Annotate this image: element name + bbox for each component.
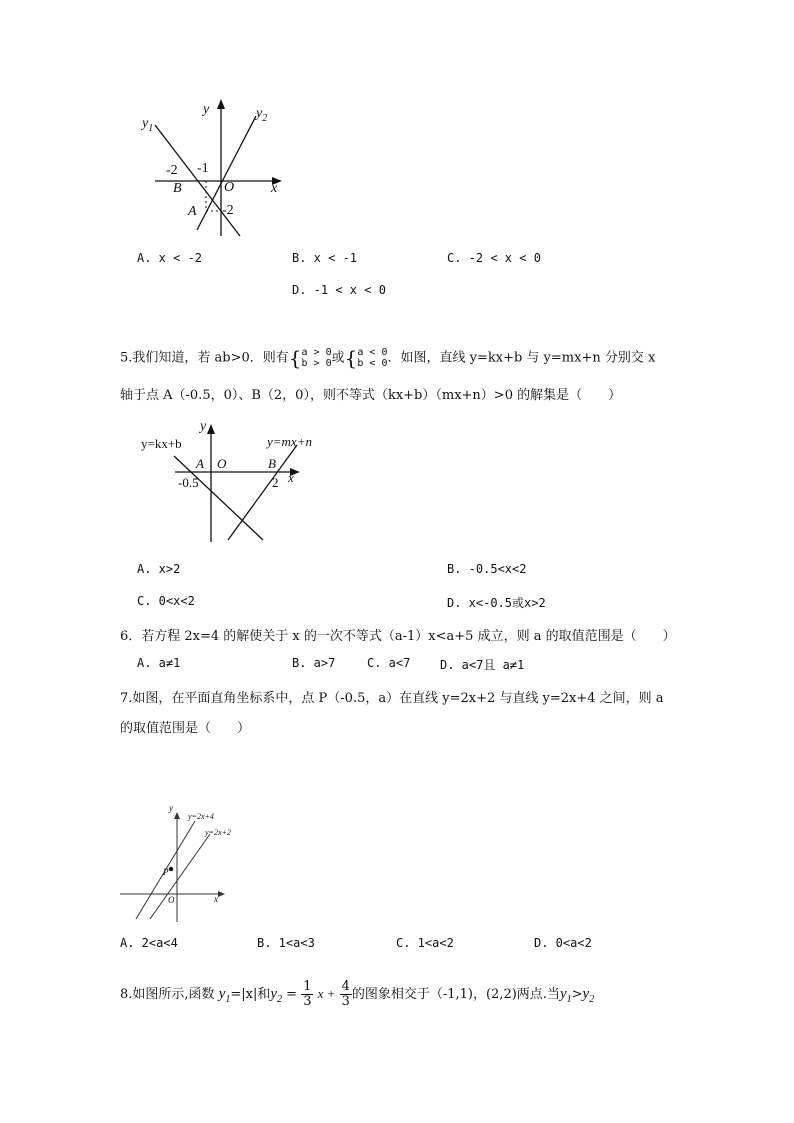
q7-x-arrow [218, 891, 225, 897]
q6-option-d[interactable]: D. a<7且 a≠1 [440, 658, 525, 672]
q7-option-d[interactable]: D. 0<a<2 [534, 936, 592, 950]
q4-option-d[interactable]: D. -1 < x < 0 [292, 283, 386, 297]
q4-option-c[interactable]: C. -2 < x < 0 [447, 251, 541, 265]
q8-eq: = [286, 987, 298, 1002]
q4-option-b[interactable]: B. x < -1 [292, 251, 358, 265]
q5-option-b[interactable]: B. -0.5<x<2 [447, 562, 527, 576]
q5-point-a: A [196, 456, 204, 471]
q5-tick-2: 2 [272, 475, 279, 490]
q8-text-b: 的图象相交于（-1,1)，(2,2)两点.当 [351, 987, 560, 1002]
q8-y1-sub: 1 [225, 994, 231, 1005]
q8-y2b-sub: 2 [589, 994, 595, 1005]
q7-point-p [169, 867, 173, 871]
q5-option-c[interactable]: C. 0<x<2 [137, 594, 195, 608]
q7-label-line1: y=2x+4 [188, 812, 214, 821]
q8-y2 [270, 986, 283, 1005]
q4-origin: O [224, 180, 235, 195]
q5-label-line1: y=kx+b [141, 436, 182, 451]
q8-gt: > [571, 987, 583, 1002]
q5-brace-2: { [344, 346, 358, 370]
q4-option-a[interactable]: A. x < -2 [137, 251, 203, 265]
q7-label-p: P [163, 867, 169, 877]
q4-point-b: B [173, 181, 182, 196]
q8-text-a: 8.如图所示,函数 [120, 987, 215, 1002]
q8-y2b-letter: y [582, 986, 590, 1002]
q5-tick-neg05: -0.5 [178, 475, 199, 490]
q4-label-y2: $y_2$ [256, 106, 268, 124]
q5-sys2-bottom: b < 0 [357, 358, 388, 369]
q5-y-axis-label: y [200, 419, 207, 434]
q8-y1b-sub: 1 [566, 994, 572, 1005]
q8-text [120, 980, 594, 1009]
q4-point-a: A [188, 204, 197, 219]
q7-x-axis-label: x [214, 894, 218, 904]
q5-point-b: B [268, 456, 276, 471]
q4-tick-neg2-y: -2 [222, 203, 234, 218]
q5-brace-1: { [288, 346, 302, 370]
q8-y2-b [582, 986, 595, 1005]
q6-option-c[interactable]: C. a<7 [367, 656, 411, 670]
q6-option-a[interactable]: A. a≠1 [137, 656, 181, 670]
q5-label-line2: y=mx+n [267, 434, 312, 449]
q6-text: 6．若方程 2x=4 的解使关于 x 的一次不等式（a-1）x<a+5 成立，则 a 的取值范围是（ ） [120, 629, 676, 644]
q8-f2-den: 3 [341, 994, 350, 1009]
q8-y1-b [559, 986, 572, 1005]
q5-sys1-top: a > 0 [301, 347, 332, 358]
q8-y1b-letter: y [559, 986, 567, 1002]
q7-option-c[interactable]: C. 1<a<2 [396, 936, 454, 950]
q5-text-1b: ．如图，直线 y=kx+b 与 y=mx+n 分别交 x [387, 350, 656, 366]
q8-y1-letter: y [218, 986, 226, 1002]
q4-tick-neg1: -1 [197, 161, 209, 176]
q8-x-plus: x + [317, 986, 336, 1001]
q7-label-line2: y=2x+2 [205, 828, 231, 837]
q8-abs: =|x|和 [230, 987, 271, 1002]
q7-option-a[interactable]: A. 2<a<4 [120, 936, 178, 950]
q8-y2-letter: y [270, 986, 278, 1002]
q8-f1-den: 3 [303, 994, 312, 1009]
q4-label-y1: $y_1$ [142, 116, 154, 134]
q8-y1 [218, 986, 231, 1005]
q5-text-1a: 5.我们知道，若 ab>0．则有 [120, 350, 289, 366]
q5-option-a[interactable]: A. x>2 [137, 562, 181, 576]
q7-text-line1: 7.如图，在平面直角坐标系中，点 P（-0.5，a）在直线 y=2x+2 与直线 y=2x+4 之间，则 a [120, 691, 664, 706]
q5-text-line2: 轴于点 A（-0.5，0）、B（2，0），则不等式（kx+b）（mx+n）>0 的解集是（ ） [120, 388, 622, 403]
q6-option-b[interactable]: B. a>7 [292, 656, 336, 670]
q7-y-arrow [174, 812, 180, 819]
q4-y-axis-label: y [203, 102, 210, 117]
q7-origin: O [168, 895, 175, 905]
q8-fraction-2 [340, 980, 352, 1009]
q8-f1-num: 1 [303, 979, 312, 994]
q7-text-line2: 的取值范围是（ ） [120, 721, 251, 736]
q8-fraction-1 [301, 980, 313, 1009]
q5-or: 或 [331, 350, 345, 366]
q8-y2-sub: 2 [277, 994, 283, 1005]
q4-x-axis-label: x [271, 181, 278, 196]
q5-x-axis-label: x [288, 470, 294, 485]
q5-sys2-top: a < 0 [357, 347, 388, 358]
q5-sys1-bottom: b > 0 [301, 358, 332, 369]
q7-option-b[interactable]: B. 1<a<3 [257, 936, 315, 950]
q7-y-axis-label: y [169, 803, 173, 813]
q5-option-d[interactable]: D. x<-0.5或x>2 [447, 596, 546, 610]
q5-origin: O [217, 456, 227, 471]
q8-f2-num: 4 [341, 979, 350, 994]
q4-tick-neg2: -2 [166, 163, 178, 178]
